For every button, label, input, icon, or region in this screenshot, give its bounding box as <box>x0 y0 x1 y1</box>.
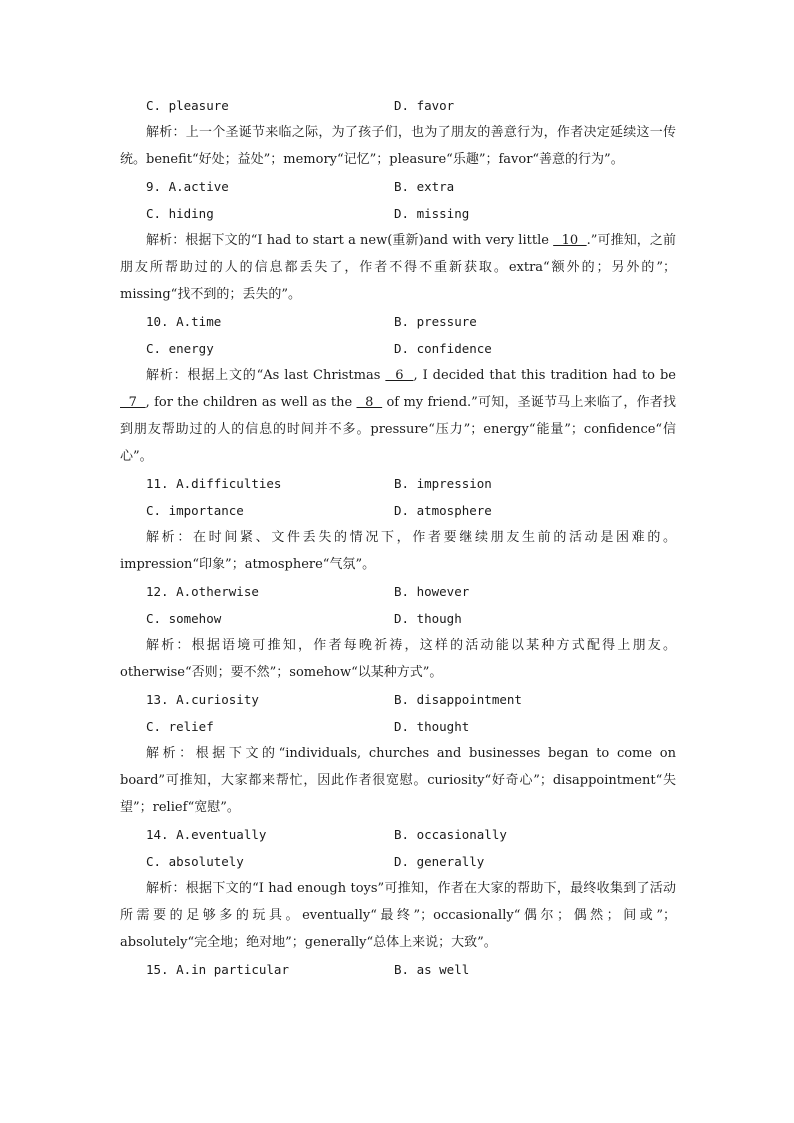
analysis-text: of my friend.”可知，圣诞节马上来临了，作者找到朋友帮助过的人的信息的时间并不多。pressure“压力”；energy“能量”；confidence“信心”。 <box>120 395 676 464</box>
blank-number: 8 <box>356 395 383 410</box>
option-left: 11. A.difficulties <box>146 476 282 491</box>
option-right: D. confidence <box>394 341 492 356</box>
option-right: B. impression <box>394 476 492 491</box>
option-left: 9. A.active <box>146 179 229 194</box>
analysis-text: 解析：根据下文的“I had to start a new(重新)and with very little <box>146 233 554 248</box>
analysis-paragraph <box>120 740 681 821</box>
option-right: B. however <box>394 584 470 599</box>
option-row <box>120 956 676 983</box>
analysis-text: 解析：根据下文的“I had enough toys”可推知，作者在大家的帮助下，最终收集到了活动所需要的足够多的玩具。eventually“最终”；occasionally“偶尔；偶然；间或”；absolutely“完全地；绝对地”；generally“总体上来说；大致”。 <box>120 881 676 950</box>
option-row <box>120 308 676 335</box>
analysis-text: 解析：根据语境可推知，作者每晚祈祷，这样的活动能以某种方式配得上朋友。otherwise“否则；要不然”；somehow“以某种方式”。 <box>120 638 676 680</box>
option-row <box>120 200 676 227</box>
analysis-text: 解析：根据下文的“individuals, churches and businesses began to come on board”可推知，大家都来帮忙，因此作者很宽慰。curiosity“好奇心”；disappointment“失望”；relief“宽慰”。 <box>120 746 681 815</box>
option-left: 12. A.otherwise <box>146 584 259 599</box>
option-left: C. importance <box>146 503 244 518</box>
analysis-paragraph <box>120 227 676 308</box>
option-row <box>120 92 676 119</box>
option-left: C. somehow <box>146 611 222 626</box>
option-row <box>120 605 676 632</box>
analysis-paragraph <box>120 632 676 686</box>
analysis-text: , for the children as well as the <box>145 395 357 410</box>
option-left: C. relief <box>146 719 214 734</box>
option-row <box>120 686 676 713</box>
analysis-text: 解析：在时间紧、文件丢失的情况下，作者要继续朋友生前的活动是困难的。impression“印象”；atmosphere“气氛”。 <box>120 530 676 572</box>
document-content <box>120 92 681 983</box>
option-right: D. missing <box>394 206 470 221</box>
option-left: 14. A.eventually <box>146 827 267 842</box>
option-left: C. pleasure <box>146 98 229 113</box>
option-row <box>120 713 676 740</box>
option-right: D. thought <box>394 719 470 734</box>
option-left: C. energy <box>146 341 214 356</box>
option-right: D. generally <box>394 854 485 869</box>
option-left: 13. A.curiosity <box>146 692 259 707</box>
analysis-paragraph <box>120 362 681 470</box>
option-row <box>120 821 676 848</box>
option-left: 10. A.time <box>146 314 222 329</box>
option-left: 15. A.in particular <box>146 962 289 977</box>
blank-number: 6 <box>385 368 414 383</box>
option-left: C. absolutely <box>146 854 244 869</box>
option-row <box>120 173 676 200</box>
analysis-text: .”可推知，之前朋友所帮助过的人的信息都丢失了，作者不得不重新获取。extra“额外的；另外的”；missing“找不到的；丢失的”。 <box>120 233 676 302</box>
option-right: D. favor <box>394 98 455 113</box>
option-row <box>120 470 676 497</box>
option-right: B. extra <box>394 179 455 194</box>
analysis-paragraph <box>120 524 676 578</box>
option-right: B. occasionally <box>394 827 507 842</box>
option-row <box>120 848 676 875</box>
analysis-paragraph <box>120 875 676 956</box>
option-row <box>120 497 676 524</box>
analysis-text: 解析：根据上文的“As last Christmas <box>146 368 386 383</box>
option-row <box>120 335 676 362</box>
option-row <box>120 578 676 605</box>
analysis-text: , I decided that this tradition had to be <box>413 368 681 383</box>
option-right: B. pressure <box>394 314 477 329</box>
analysis-text: 解析：上一个圣诞节来临之际，为了孩子们，也为了朋友的善意行为，作者决定延续这一传统。benefit“好处；益处”；memory“记忆”；pleasure“乐趣”；favor“善意的行为”。 <box>120 125 676 167</box>
option-right: B. disappointment <box>394 692 522 707</box>
option-right: D. though <box>394 611 462 626</box>
option-right: D. atmosphere <box>394 503 492 518</box>
option-left: C. hiding <box>146 206 214 221</box>
analysis-paragraph <box>120 119 676 173</box>
blank-number: 7 <box>120 395 146 410</box>
blank-number: 10 <box>553 233 587 248</box>
option-right: B. as well <box>394 962 470 977</box>
